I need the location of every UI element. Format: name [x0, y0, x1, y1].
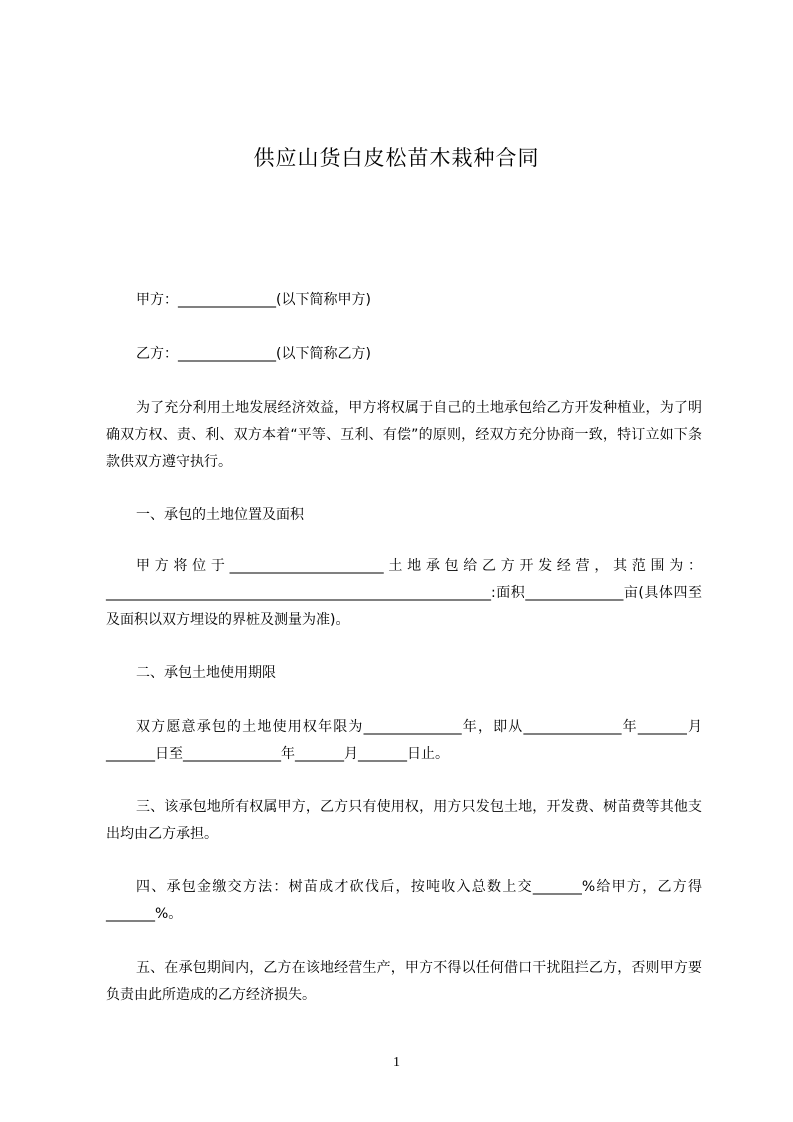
section-5-body: 五、在承包期间内，乙方在该地经营生产，甲方不得以任何借口干扰阻拦乙方，否则甲方要负责由此所造成的乙方经济损失。 — [106, 960, 702, 1003]
party-b-line: 乙方：______________(以下简称乙方) — [136, 346, 371, 362]
section-1-body: 甲方将位于______________________土地承包给乙方开发经营，其范围为：_______________________________________________________:面积______________亩(具体四至及面积以双方埋设的界桩及测量为准)。 — [106, 558, 702, 628]
section-2-heading: 二、承包土地使用期限 — [136, 665, 276, 681]
section-4-body: 四、承包金缴交方法：树苗成才砍伐后，按吨收入总数上交_______%给甲方，乙方得_______%。 — [106, 879, 702, 922]
document-title: 供应山货白皮松苗木栽种合同 — [253, 146, 540, 170]
page-number: 1 — [393, 1055, 400, 1070]
section-2-body: 双方愿意承包的土地使用权年限为______________年，即从______________年_______月_______日至______________年_______月_______日止。 — [106, 719, 702, 762]
section-3-body: 三、该承包地所有权属甲方，乙方只有使用权，用方只发包土地，开发费、树苗费等其他支出均由乙方承担。 — [106, 799, 702, 842]
party-a-line: 甲方：______________(以下简称甲方) — [136, 292, 371, 308]
intro-paragraph: 为了充分利用土地发展经济效益，甲方将权属于自己的土地承包给乙方开发种植业，为了明确双方权、责、利、双方本着“平等、互利、有偿”的原则，经双方充分协商一致，特订立如下条款供双方遵守执行。 — [106, 400, 702, 470]
section-1-heading: 一、承包的土地位置及面积 — [136, 507, 304, 523]
